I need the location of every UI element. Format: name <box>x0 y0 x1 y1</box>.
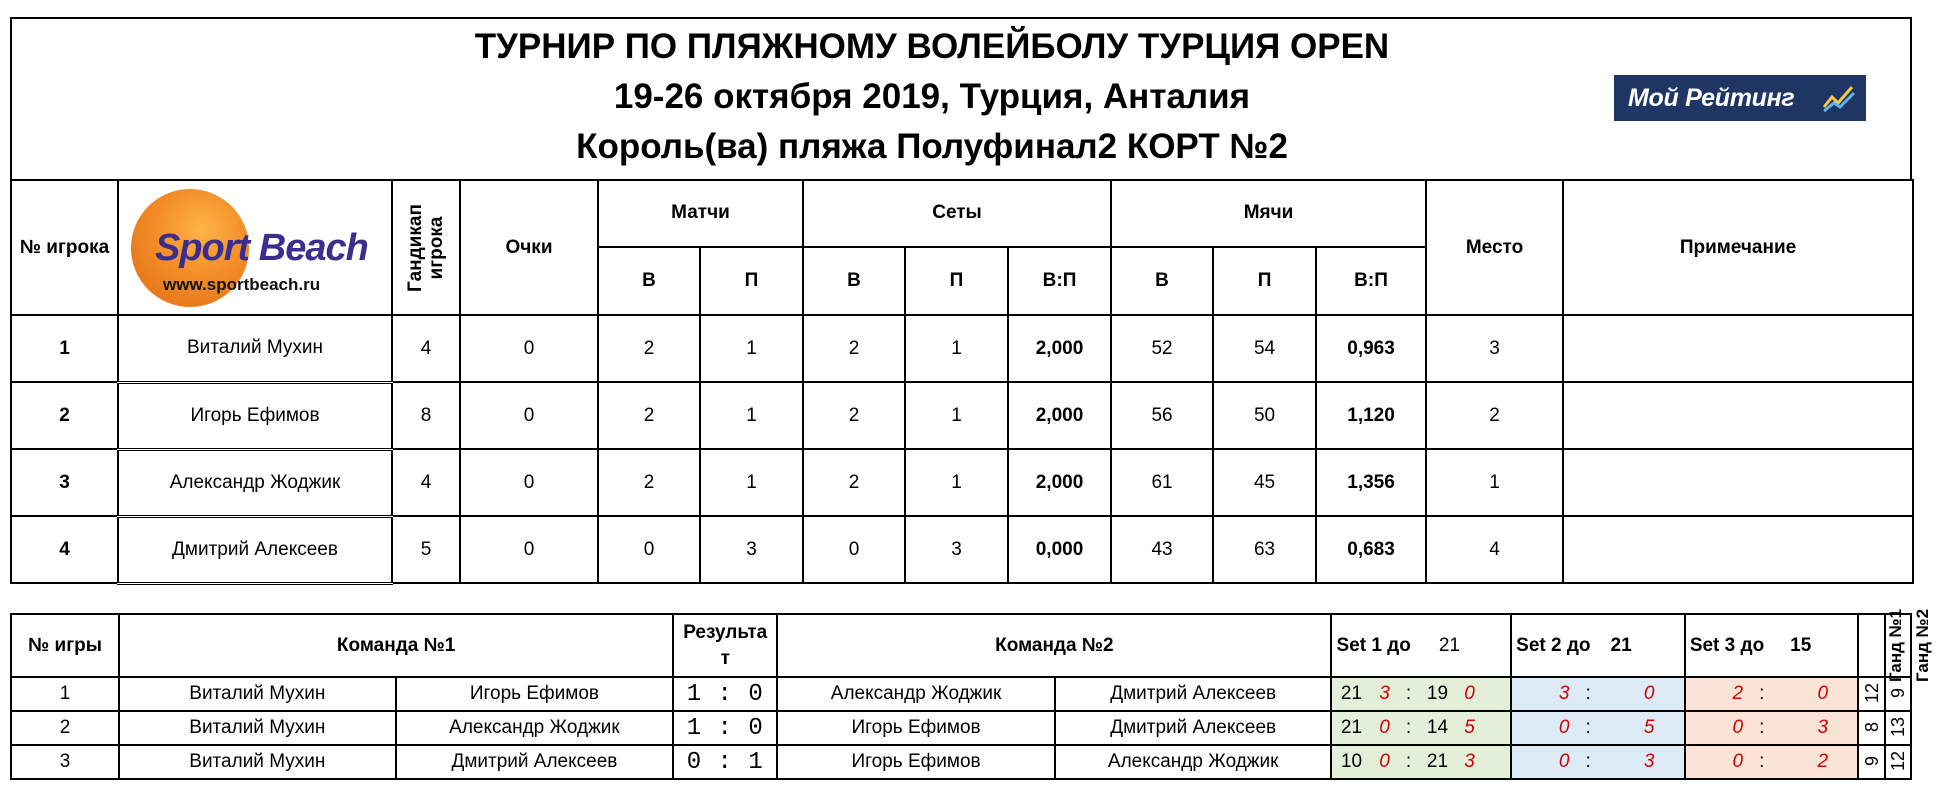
header-set1-to: 21 <box>1438 634 1460 656</box>
game-s2-score <box>1511 677 1685 711</box>
s2-part-b: 0 <box>1558 751 1570 772</box>
sport-beach-brand: Sport Beach <box>155 227 368 269</box>
game-no: 3 <box>11 745 119 779</box>
balls-ratio: 1,356 <box>1316 449 1426 516</box>
balls-won: 61 <box>1111 449 1213 516</box>
header-handicap-label: Гандикап игрока <box>405 203 447 292</box>
header-game-no: № игры <box>11 614 119 677</box>
player-handicap: 5 <box>392 516 460 583</box>
header-handicap <box>392 180 460 315</box>
team2-player2: Дмитрий Алексеев <box>1055 711 1332 745</box>
game-handicap-h1-value: 8 <box>1861 721 1882 733</box>
standings-row <box>11 449 1913 516</box>
game-handicap-h1 <box>1858 677 1884 711</box>
standings-row <box>11 382 1913 449</box>
s1-part-b: 3 <box>1379 683 1390 704</box>
s1-part-c: : <box>1405 751 1412 772</box>
header-sets: Сеты <box>803 180 1111 247</box>
game-result: 1 : 0 <box>673 711 777 745</box>
header-balls-ratio: В:П <box>1316 247 1426 315</box>
balls-lost: 50 <box>1213 382 1316 449</box>
team2-player1: Александр Жоджик <box>777 677 1055 711</box>
player-place: 3 <box>1426 315 1563 382</box>
header-set2-to: 21 <box>1610 634 1632 656</box>
s1-part-a: 21 <box>1340 683 1363 704</box>
header-team2: Команда №2 <box>777 614 1331 677</box>
s3-part-c: : <box>1759 717 1765 738</box>
game-handicap-h2 <box>1885 745 1911 779</box>
player-points: 0 <box>460 315 598 382</box>
game-no: 1 <box>11 677 119 711</box>
player-note <box>1563 315 1913 382</box>
game-row <box>11 745 1911 779</box>
sets-won: 2 <box>803 449 905 516</box>
tournament-header <box>10 17 1912 179</box>
game-handicap-h1 <box>1858 745 1884 779</box>
game-handicap-h2 <box>1885 677 1911 711</box>
game-s1-score <box>1331 745 1511 779</box>
header-matches-lost: П <box>700 247 803 315</box>
sets-won: 2 <box>803 382 905 449</box>
balls-ratio: 1,120 <box>1316 382 1426 449</box>
header-sets-ratio: В:П <box>1008 247 1111 315</box>
player-no: 2 <box>11 382 118 449</box>
s1-part-e: 5 <box>1464 717 1475 738</box>
player-no: 3 <box>11 449 118 516</box>
matches-lost: 3 <box>700 516 803 583</box>
s1-part-a: 10 <box>1340 751 1363 772</box>
team1-player2: Александр Жоджик <box>396 711 674 745</box>
s1-part-b: 0 <box>1379 717 1390 738</box>
s1-part-d: 19 <box>1426 683 1449 704</box>
s1-part-b: 0 <box>1379 751 1390 772</box>
s2-part-e: 3 <box>1643 751 1655 772</box>
game-s3-score <box>1685 677 1859 711</box>
player-handicap: 4 <box>392 449 460 516</box>
matches-lost: 1 <box>700 449 803 516</box>
header-note: Примечание <box>1563 180 1913 315</box>
game-s2-score <box>1511 745 1685 779</box>
game-handicap-h1 <box>1858 711 1884 745</box>
team2-player1: Игорь Ефимов <box>777 745 1055 779</box>
s1-part-d: 14 <box>1426 717 1449 738</box>
s2-part-e: 5 <box>1643 717 1655 738</box>
balls-ratio: 0,683 <box>1316 516 1426 583</box>
s1-part-e: 0 <box>1464 683 1475 704</box>
header-matches: Матчи <box>598 180 803 247</box>
s1-part-e: 3 <box>1464 751 1475 772</box>
balls-won: 56 <box>1111 382 1213 449</box>
game-handicap-h2-value: 9 <box>1887 687 1908 699</box>
s2-part-c: : <box>1585 751 1591 772</box>
player-handicap: 8 <box>392 382 460 449</box>
header-hand1 <box>1858 608 1906 682</box>
game-handicap-h2-value: 13 <box>1887 716 1908 738</box>
sets-lost: 1 <box>905 449 1008 516</box>
s1-part-d: 21 <box>1426 751 1449 772</box>
sets-lost: 1 <box>905 382 1008 449</box>
header-set2 <box>1511 614 1685 677</box>
team1-player1: Виталий Мухин <box>119 711 396 745</box>
tournament-dates-location: 19-26 октября 2019, Турция, Анталия <box>613 77 1251 116</box>
header-result: Результа т <box>673 614 777 677</box>
team2-player2: Александр Жоджик <box>1055 745 1332 779</box>
stage-court-title: Король(ва) пляжа Полуфинал2 КОРТ №2 <box>576 127 1288 166</box>
s3-part-b: 0 <box>1732 717 1744 738</box>
team1-player1: Виталий Мухин <box>119 677 396 711</box>
balls-ratio: 0,963 <box>1316 315 1426 382</box>
player-no: 4 <box>11 516 118 583</box>
game-row <box>11 711 1911 745</box>
s3-part-b: 2 <box>1732 683 1744 704</box>
header-place: Место <box>1426 180 1563 315</box>
team1-player2: Дмитрий Алексеев <box>396 745 674 779</box>
header-matches-won: В <box>598 247 700 315</box>
header-set1 <box>1331 614 1511 677</box>
standings-table <box>10 179 1914 585</box>
game-handicap-h2-value: 12 <box>1887 750 1908 772</box>
header-hand1-label: Ганд №1 <box>1886 608 1906 682</box>
matches-won: 0 <box>598 516 700 583</box>
sets-lost: 3 <box>905 516 1008 583</box>
standings-row <box>11 315 1913 382</box>
s1-part-c: : <box>1405 683 1412 704</box>
sets-ratio: 2,000 <box>1008 382 1111 449</box>
player-place: 4 <box>1426 516 1563 583</box>
header-points: Очки <box>460 180 598 315</box>
game-row <box>11 677 1911 711</box>
s3-part-c: : <box>1759 683 1765 704</box>
game-s3-score <box>1685 711 1859 745</box>
player-points: 0 <box>460 516 598 583</box>
player-points: 0 <box>460 382 598 449</box>
team2-player1: Игорь Ефимов <box>777 711 1055 745</box>
standings-row <box>11 516 1913 583</box>
sets-ratio: 2,000 <box>1008 449 1111 516</box>
s3-part-b: 0 <box>1732 751 1744 772</box>
matches-won: 2 <box>598 315 700 382</box>
player-handicap: 4 <box>392 315 460 382</box>
games-table <box>10 608 1932 780</box>
team1-player1: Виталий Мухин <box>119 745 396 779</box>
sets-won: 2 <box>803 315 905 382</box>
sport-beach-url: www.sportbeach.ru <box>163 275 321 294</box>
header-hand2-label: Ганд №2 <box>1912 608 1932 682</box>
sets-ratio: 2,000 <box>1008 315 1111 382</box>
header-set3-label: Set 3 до <box>1689 634 1765 656</box>
header-team1: Команда №1 <box>119 614 673 677</box>
header-balls-won: В <box>1111 247 1213 315</box>
header-set1-label: Set 1 до <box>1336 634 1411 656</box>
header-set3-to: 15 <box>1790 634 1812 656</box>
moi-reiting-logo <box>1614 75 1866 121</box>
tournament-title: ТУРНИР ПО ПЛЯЖНОМУ ВОЛЕЙБОЛУ ТУРЦИЯ OPEN <box>474 27 1390 66</box>
header-balls-lost: П <box>1213 247 1316 315</box>
sets-ratio: 0,000 <box>1008 516 1111 583</box>
player-name: Александр Жоджик <box>118 449 392 516</box>
matches-won: 2 <box>598 449 700 516</box>
team2-player2: Дмитрий Алексеев <box>1055 677 1332 711</box>
s2-part-c: : <box>1585 683 1591 704</box>
game-no: 2 <box>11 711 119 745</box>
header-balls: Мячи <box>1111 180 1426 247</box>
game-handicap-h1-value: 12 <box>1861 682 1882 704</box>
s2-part-b: 0 <box>1558 717 1570 738</box>
game-result: 0 : 1 <box>673 745 777 779</box>
s1-part-a: 21 <box>1340 717 1363 738</box>
balls-won: 43 <box>1111 516 1213 583</box>
player-place: 1 <box>1426 449 1563 516</box>
game-handicap-h1-value: 9 <box>1861 755 1882 767</box>
player-note <box>1563 516 1913 583</box>
player-note <box>1563 449 1913 516</box>
header-set3 <box>1685 614 1859 677</box>
player-note <box>1563 382 1913 449</box>
game-s3-score <box>1685 745 1859 779</box>
s1-part-c: : <box>1405 717 1412 738</box>
player-place: 2 <box>1426 382 1563 449</box>
game-result: 1 : 0 <box>673 677 777 711</box>
s3-part-e: 0 <box>1817 683 1829 704</box>
balls-lost: 45 <box>1213 449 1316 516</box>
balls-won: 52 <box>1111 315 1213 382</box>
game-s2-score <box>1511 711 1685 745</box>
header-player-no: № игрока <box>11 180 118 315</box>
matches-lost: 1 <box>700 315 803 382</box>
player-no: 1 <box>11 315 118 382</box>
player-name: Виталий Мухин <box>118 315 392 382</box>
header-set2-label: Set 2 до <box>1516 634 1591 656</box>
balls-lost: 63 <box>1213 516 1316 583</box>
sets-lost: 1 <box>905 315 1008 382</box>
sets-won: 0 <box>803 516 905 583</box>
s2-part-b: 3 <box>1558 683 1570 704</box>
s3-part-e: 2 <box>1817 751 1829 772</box>
s3-part-e: 3 <box>1817 717 1829 738</box>
matches-won: 2 <box>598 382 700 449</box>
game-handicap-h2 <box>1885 711 1911 745</box>
player-points: 0 <box>460 449 598 516</box>
s3-part-c: : <box>1759 751 1765 772</box>
player-name: Дмитрий Алексеев <box>118 516 392 583</box>
team1-player2: Игорь Ефимов <box>396 677 674 711</box>
sport-beach-logo <box>119 183 391 312</box>
game-s1-score <box>1331 677 1511 711</box>
balls-lost: 54 <box>1213 315 1316 382</box>
rating-chart-icon <box>1822 83 1856 113</box>
rating-logo-text: Мой Рейтинг <box>1628 84 1795 112</box>
header-sets-lost: П <box>905 247 1008 315</box>
sport-beach-logo-cell <box>118 180 392 315</box>
game-s1-score <box>1331 711 1511 745</box>
s2-part-e: 0 <box>1643 683 1655 704</box>
header-sets-won: В <box>803 247 905 315</box>
player-name: Игорь Ефимов <box>118 382 392 449</box>
matches-lost: 1 <box>700 382 803 449</box>
s2-part-c: : <box>1585 717 1591 738</box>
